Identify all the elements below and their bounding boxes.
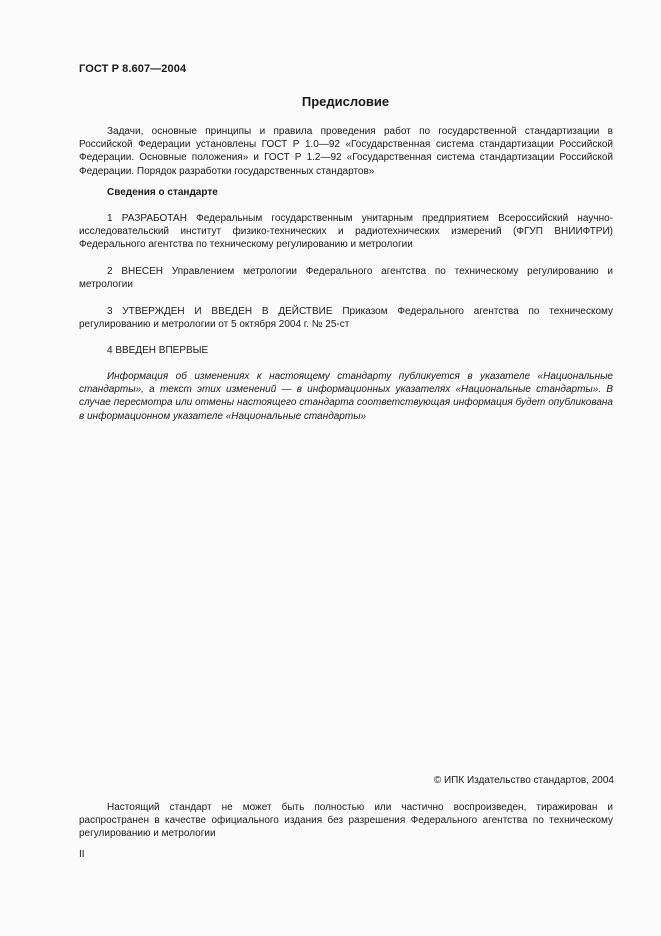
list-item-submitted: 2 ВНЕСЕН Управлением метрологии Федерального агентства по техническому регулированию и метрологии xyxy=(79,266,613,291)
section-heading: Сведения о стандарте xyxy=(107,187,218,198)
document-code: ГОСТ Р 8.607—2004 xyxy=(79,63,187,75)
reproduction-notice: Настоящий стандарт не может быть полностью или частично воспроизведен, тиражирован и распространен в качестве официального издания без разрешения Федерального агентства по техническому регулированию и метрологии xyxy=(79,802,613,840)
intro-paragraph: Задачи, основные принципы и правила проведения работ по государственной стандартизации в Российской Федерации установлены ГОСТ Р 1.0—92 «Государственная система стандартизации Российской Федерации. Основные положения» и ГОСТ Р 1.2—92 «Государственная система стандартизации Российской Федерации. Порядок разработки государственных стандартов» xyxy=(79,126,613,177)
copyright-line: © ИПК Издательство стандартов, 2004 xyxy=(433,775,614,786)
page-number: II xyxy=(79,849,85,860)
list-item-introduced: 4 ВВЕДЕН ВПЕРВЫЕ xyxy=(107,345,209,356)
list-item-approved: 3 УТВЕРЖДЕН И ВВЕДЕН В ДЕЙСТВИЕ Приказом Федерального агентства по техническому регулированию и метрологии от 5 октября 2004 г. № 25-ст xyxy=(79,306,613,331)
page-title: Предисловие xyxy=(301,94,390,109)
list-item-developed: 1 РАЗРАБОТАН Федеральным государственным унитарным предприятием Всероссийский научно-исследовательский институт физико-технических и радиотехнических измерений (ФГУП ВНИИФТРИ) Федерального агентства по техническому регулированию и метрологии xyxy=(79,213,613,251)
changes-notice: Информация об изменениях к настоящему стандарту публикуется в указателе «Национальные стандарты», а текст этих изменений — в информационных указателях «Национальные стандарты». В случае пересмотра или отмены настоящего стандарта соответствующая информация будет опубликована в информационном указателе «Национальные стандарты» xyxy=(79,371,613,422)
